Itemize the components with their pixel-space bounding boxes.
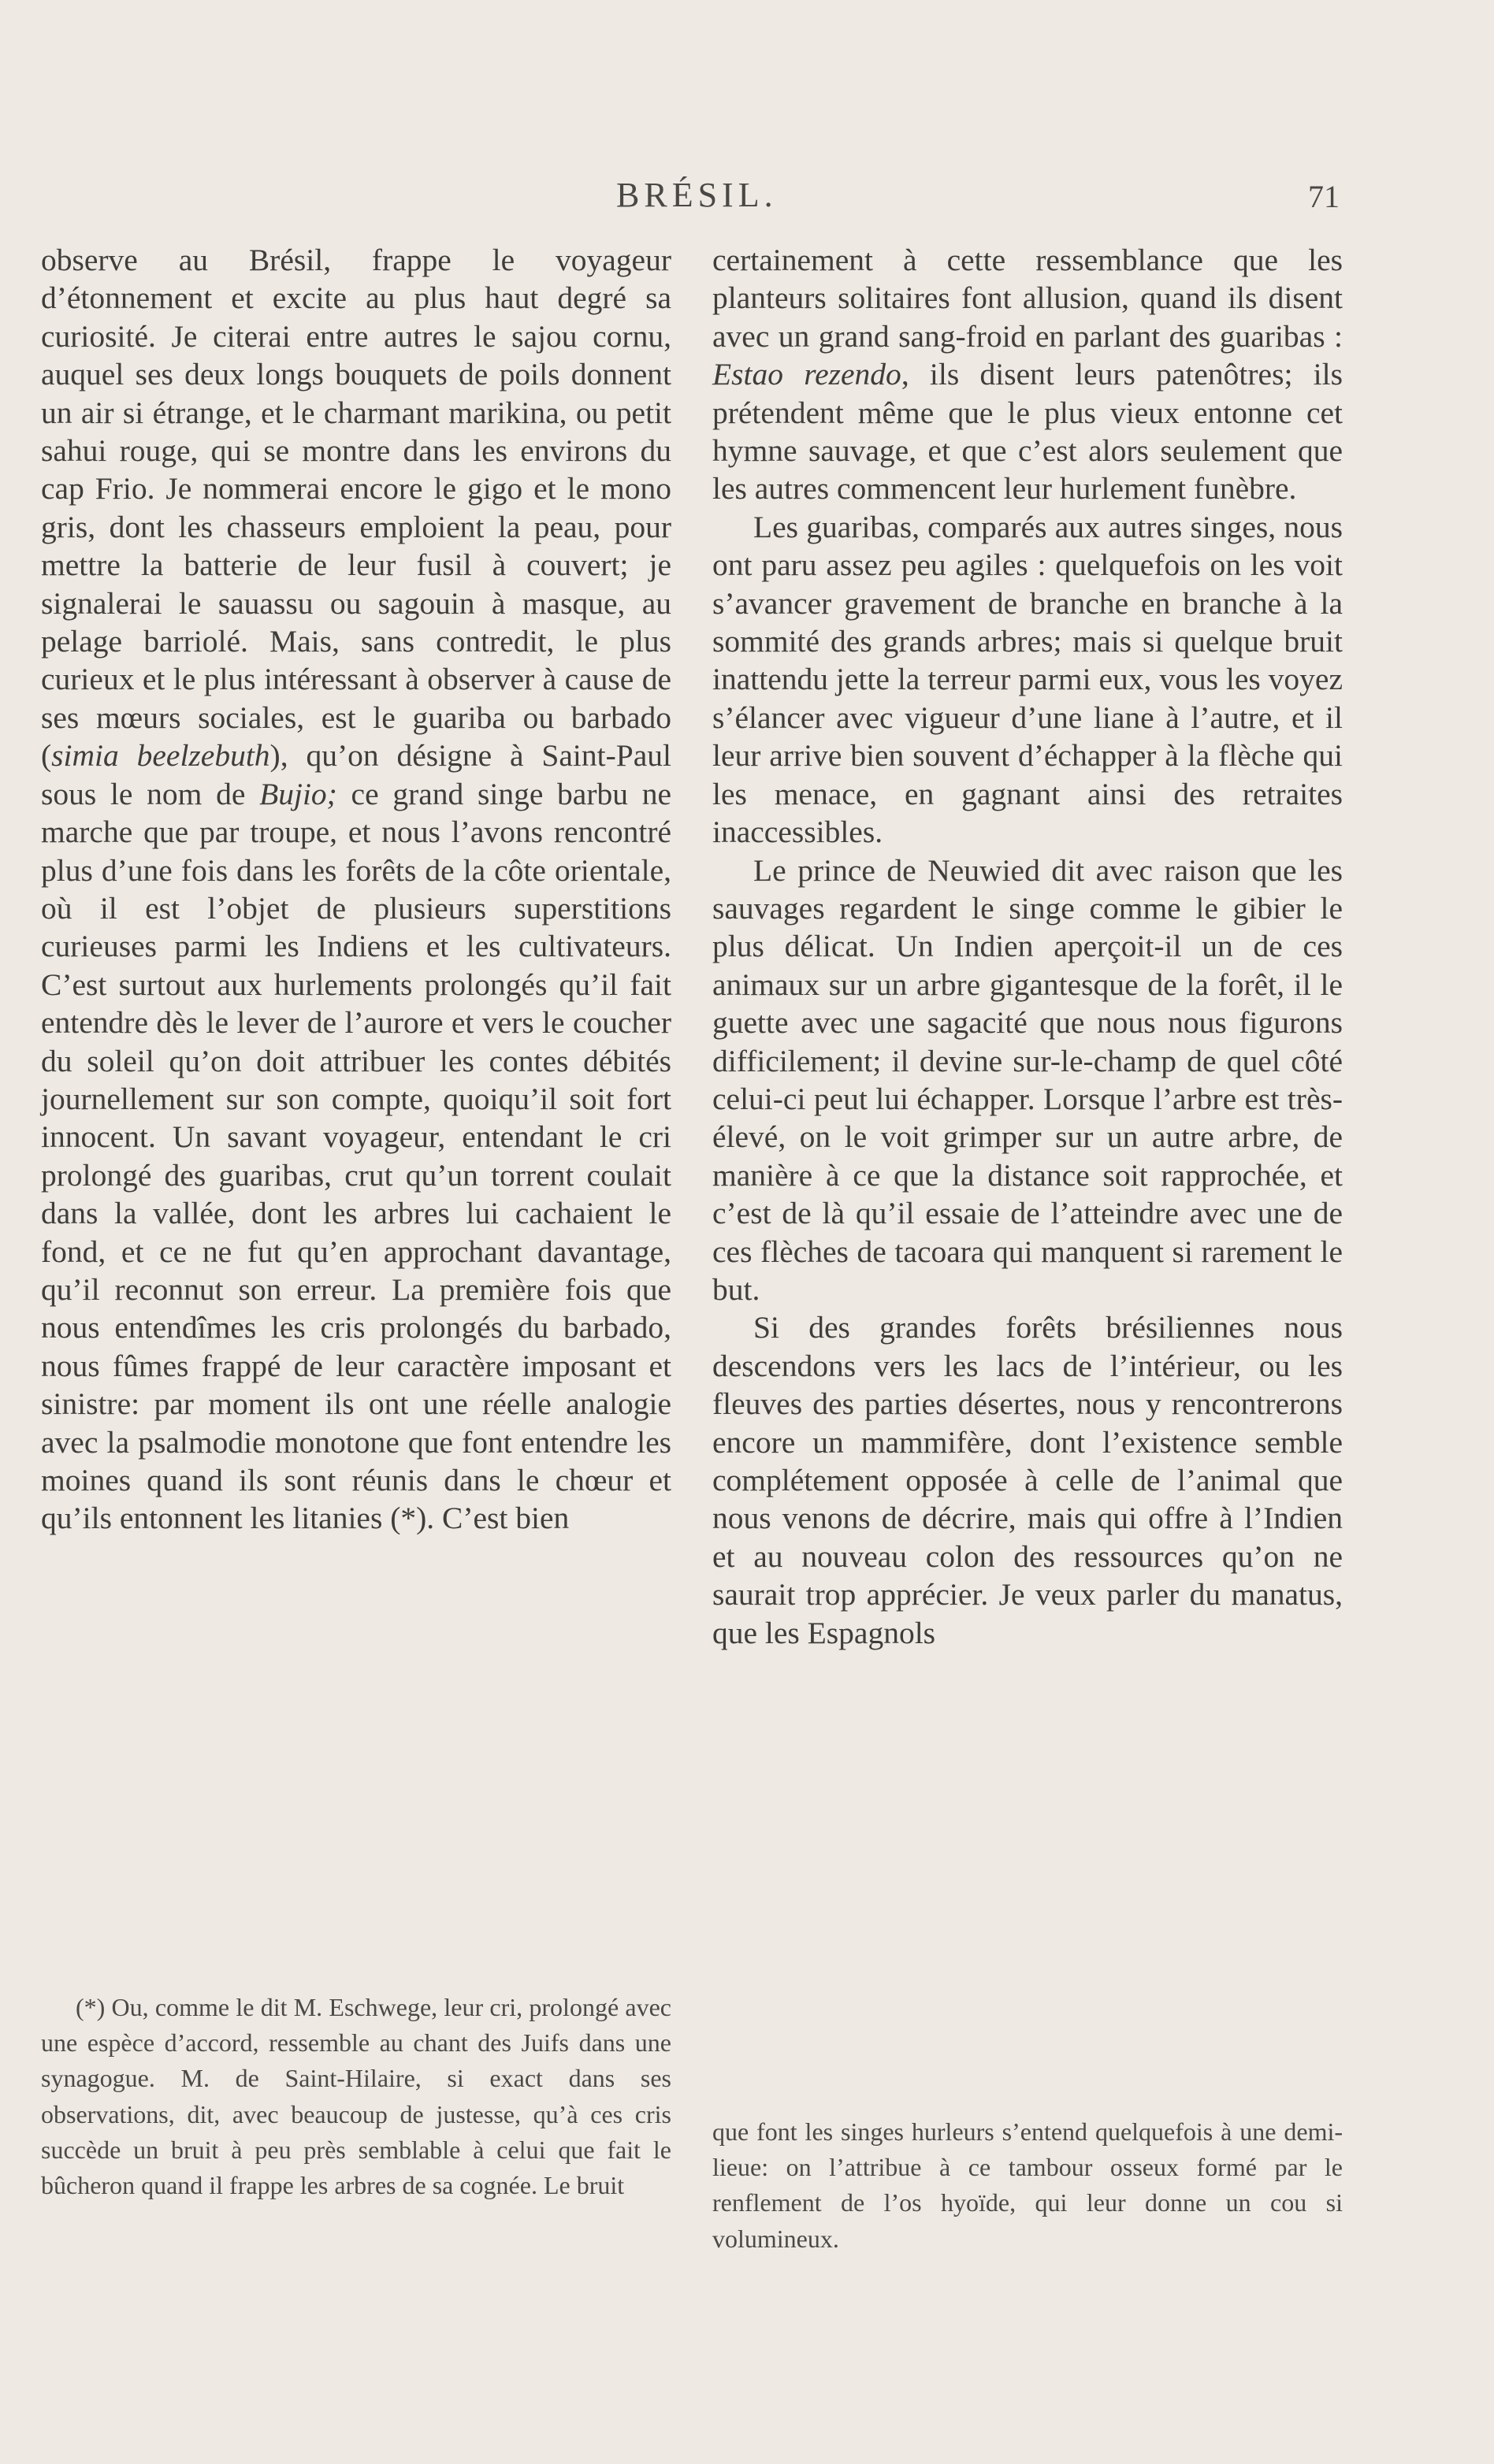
left-text-1: observe au Brésil, frappe le voyageur d’étonnement et excite au plus haut degré sa curiosité. Je citerai entre autres le sajou cornu, auquel ses deux longs bouquets de poils donnent un air si étrange, et le charmant marikina, ou petit sahui rouge, qui se montre dans les environs du cap Frio. Je nommerai encore le gigo et le mono gris, dont les chasseurs emploient la peau, pour mettre la batterie de leur fusil à couvert; je signalerai le sauassu ou sagouin à masque, au pelage barriolé. Mais, sans contredit, le plus curieux et le plus intéressant à observer à cause de ses mœurs sociales, est le guariba ou barbado ( — [41, 243, 671, 774]
left-column — [41, 241, 671, 1538]
portuguese-quote: Estao rezendo — [712, 357, 901, 392]
footnote-right-text: que font les singes hurleurs s’entend quelquefois à une demi-lieue: on l’attribue à ce tambour osseux formé par le renflement de l’os hyoïde, qui leur donne un cou si volumineux. — [712, 2117, 1343, 2253]
running-head — [0, 175, 1494, 222]
footnote-left-text: (*) Ou, comme le dit M. Eschwege, leur cri, prolongé avec une espèce d’accord, ressemble au chant des Juifs dans une synagogue. M. de Saint-Hilaire, si exact dans ses observations, dit, avec beaucoup de justesse, qu’à ces cris succède un bruit à peu près semblable à celui que fait le bûcheron quand il frappe les arbres de sa cognée. Le bruit — [41, 1993, 671, 2200]
right-column — [712, 241, 1343, 1652]
right-text-2: , ils disent leurs patenôtres; ils prétendent même que le plus vieux entonne cet hymne sauvage, et que c’est alors seulement que les autres commencent leur hurlement funèbre. — [712, 357, 1343, 507]
footnote-right — [712, 2114, 1343, 2257]
right-paragraph-2: Les guaribas, comparés aux autres singes, nous ont paru assez peu agiles : quelquefois on les voit s’avancer gravement de branche en branche à la sommité des grands arbres; mais si quelque bruit inattendu jette la terreur parmi eux, vous les voyez s’élancer avec vigueur d’une liane à l’autre, et il leur arrive bien souvent d’échapper à la flèche qui les menace, en gagnant ainsi des retraites inaccessibles. — [712, 509, 1343, 850]
page-number: 71 — [1308, 179, 1340, 214]
left-text-2: ), qu’on désigne à Saint-Paul sous le nom de — [41, 738, 671, 811]
right-paragraph-1 — [712, 241, 1343, 508]
running-title: BRÉSIL. — [616, 176, 778, 214]
right-paragraph-4: Si des grandes forêts brésiliennes nous descendons vers les lacs de l’intérieur, ou les fleuves des parties désertes, nous y rencontrerons encore un mammifère, dont l’existence semble complétement opposée à celle de l’animal que nous venons de décrire, mais qui offre à l’Indien et au nouveau colon des ressources qu’on ne saurait trop apprécier. Je veux parler du manatus, que les Espagnols — [712, 1310, 1343, 1650]
left-text-3: ce grand singe barbu ne marche que par troupe, et nous l’avons rencontré plus d’une fois dans les forêts de la côte orientale, où il est l’objet de plusieurs superstitions curieuses parmi les Indiens et les cultivateurs. C’est surtout aux hurlements prolongés qu’il fait entendre dès le lever de l’aurore et vers le coucher du soleil qu’on doit attribuer les contes débités journellement sur son compte, quoiqu’il soit fort innocent. Un savant voyageur, entendant le cri prolongé des guaribas, crut qu’un torrent coulait dans la vallée, dont les arbres lui cachaient le fond, et ce ne fut qu’en approchant davantage, qu’il reconnut son erreur. La première fois que nous entendîmes les cris prolongés du barbado, nous fûmes frappé de leur caractère imposant et sinistre: par moment ils ont une réelle analogie avec la psalmodie monotone que font entendre les moines quand ils sont réunis dans le chœur et qu’ils entonnent les litanies (*). C’est bien — [41, 776, 671, 1536]
footnote-left — [41, 1990, 671, 2203]
bujio-name: Bujio; — [259, 776, 337, 811]
right-text-1: certainement à cette ressemblance que les planteurs solitaires font allusion, quand ils disent avec un grand sang-froid en parlant des guaribas : — [712, 243, 1343, 354]
right-paragraph-3: Le prince de Neuwied dit avec raison que les sauvages regardent le singe comme le gibier le plus délicat. Un Indien aperçoit-il un de ces animaux sur un arbre gigantesque de la forêt, il le guette avec une sagacité que nous nous figurons difficilement; il devine sur-le-champ de quel côté celui-ci peut lui échapper. Lorsque l’arbre est très-élevé, on le voit grimper sur un autre arbre, de manière à ce que la distance soit rapprochée, et c’est de là qu’il essaie de l’atteindre avec une de ces flèches de tacoara qui manquent si rarement le but. — [712, 852, 1343, 1307]
left-paragraph-1 — [41, 241, 671, 1538]
species-name: simia beelzebuth — [51, 738, 270, 774]
